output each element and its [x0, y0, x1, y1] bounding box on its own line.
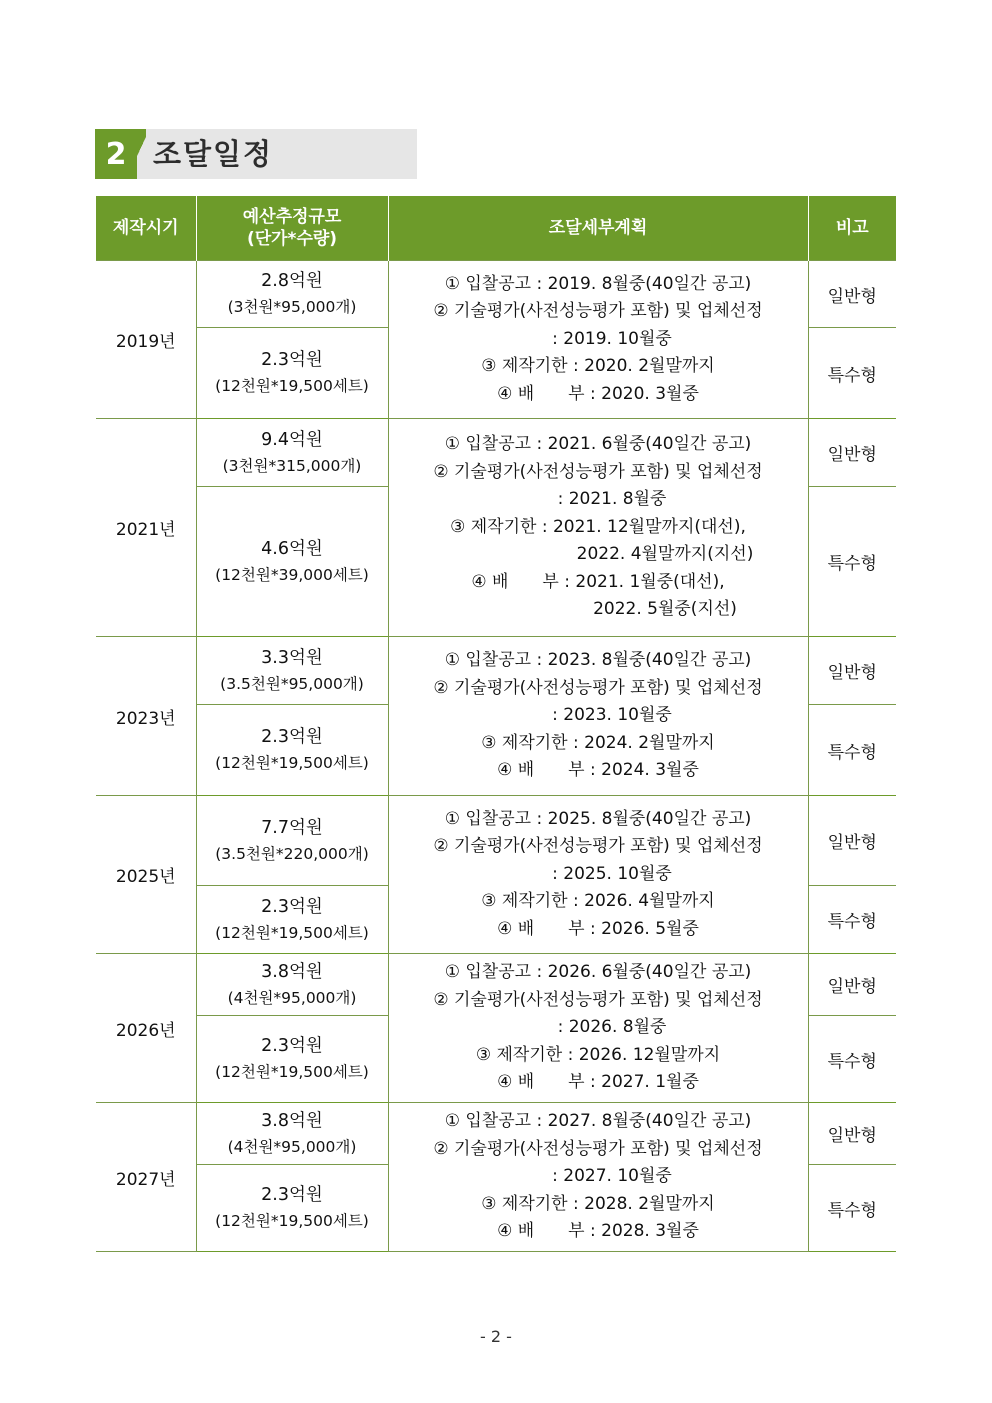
section-number: 2 — [95, 129, 137, 179]
plan-cell — [388, 419, 808, 637]
budget-detail: (3천원*95,000개) — [227, 298, 357, 316]
section-heading — [95, 129, 417, 179]
plan-line: ② 기술평가(사전성능평가 포함) 및 업체선정 — [433, 461, 763, 482]
header-budget-line1: 예산추정규모 — [242, 207, 342, 227]
note-cell: 특수형 — [808, 886, 896, 954]
page-number: - 2 - — [480, 1327, 512, 1346]
year-cell: 2023년 — [96, 637, 196, 796]
year-cell: 2025년 — [96, 796, 196, 954]
budget-detail: (12천원*39,000세트) — [215, 565, 369, 584]
year-cell: 2026년 — [96, 954, 196, 1103]
budget-amount: 3.8억원 — [261, 1110, 323, 1131]
note-cell: 일반형 — [808, 261, 896, 328]
plan-line: ④ 배 부 : 2020. 3월중 — [497, 383, 699, 404]
plan-line: ② 기술평가(사전성능평가 포함) 및 업체선정 — [433, 1138, 763, 1159]
plan-line: : 2019. 10월중 — [552, 328, 672, 349]
table-row — [96, 261, 896, 328]
header-plan: 조달세부계획 — [388, 196, 808, 261]
plan-line: ① 입찰공고 : 2025. 8월중(40일간 공고) — [444, 808, 752, 829]
note-cell: 특수형 — [808, 1016, 896, 1103]
header-budget-line2: (단가*수량) — [246, 229, 338, 249]
plan-line: ④ 배 부 : 2024. 3월중 — [497, 760, 699, 781]
table-body — [96, 261, 896, 1252]
budget-cell — [196, 886, 388, 954]
plan-line: ③ 제작기한 : 2021. 12월말까지(대선), — [450, 516, 746, 537]
table-row — [96, 954, 896, 1016]
plan-line: ④ 배 부 : 2027. 1월중 — [497, 1072, 699, 1093]
plan-cell — [388, 261, 808, 419]
budget-amount: 2.3억원 — [261, 1185, 323, 1205]
note-cell: 일반형 — [808, 1103, 896, 1165]
note-cell: 일반형 — [808, 954, 896, 1016]
plan-line: ④ 배 부 : 2021. 1월중(대선), — [471, 571, 725, 592]
budget-amount: 3.3억원 — [261, 647, 323, 668]
plan-line: ① 입찰공고 : 2026. 6월중(40일간 공고) — [444, 962, 752, 983]
plan-line: ③ 제작기한 : 2020. 2월말까지 — [481, 356, 715, 377]
note-cell: 일반형 — [808, 419, 896, 487]
section-title: 조달일정 — [153, 137, 274, 171]
budget-amount: 7.7억원 — [261, 817, 323, 838]
table-row — [96, 419, 896, 487]
budget-cell — [196, 1165, 388, 1252]
budget-cell — [196, 487, 388, 637]
plan-line: ① 입찰공고 : 2023. 8월중(40일간 공고) — [444, 650, 752, 671]
plan-line: : 2025. 10월중 — [552, 863, 672, 884]
plan-line: ④ 배 부 : 2028. 3월중 — [497, 1221, 699, 1242]
year-cell: 2027년 — [96, 1103, 196, 1252]
budget-detail: (3.5천원*95,000개) — [220, 674, 364, 693]
table-row — [96, 637, 896, 705]
budget-detail: (12천원*19,500세트) — [215, 377, 369, 395]
budget-amount: 2.8억원 — [261, 271, 323, 291]
header-budget — [196, 196, 388, 261]
budget-cell — [196, 637, 388, 705]
note-cell: 특수형 — [808, 705, 896, 796]
budget-cell — [196, 1103, 388, 1165]
budget-amount: 3.8억원 — [261, 961, 323, 982]
plan-line: : 2021. 8월중 — [557, 489, 667, 510]
budget-amount: 9.4억원 — [261, 429, 323, 450]
budget-detail: (3.5천원*220,000개) — [215, 844, 369, 863]
plan-line: ② 기술평가(사전성능평가 포함) 및 업체선정 — [433, 836, 763, 857]
budget-cell — [196, 796, 388, 886]
plan-line: ② 기술평가(사전성능평가 포함) 및 업체선정 — [433, 677, 763, 698]
budget-detail: (12천원*19,500세트) — [215, 923, 369, 942]
plan-line: ① 입찰공고 : 2019. 8월중(40일간 공고) — [444, 273, 752, 294]
table-row — [96, 796, 896, 886]
plan-line: 2022. 5월중(지선) — [593, 599, 737, 620]
plan-line: ② 기술평가(사전성능평가 포함) 및 업체선정 — [433, 301, 763, 322]
budget-cell — [196, 954, 388, 1016]
plan-line: ① 입찰공고 : 2027. 8월중(40일간 공고) — [444, 1111, 752, 1132]
table-row — [96, 1103, 896, 1165]
plan-cell — [388, 954, 808, 1103]
note-cell: 일반형 — [808, 796, 896, 886]
budget-detail: (3천원*315,000개) — [222, 456, 362, 475]
budget-detail: (4천원*95,000개) — [227, 988, 357, 1007]
year-cell: 2021년 — [96, 419, 196, 637]
budget-amount: 2.3억원 — [261, 727, 323, 747]
note-cell: 특수형 — [808, 328, 896, 419]
header-period: 제작시기 — [96, 196, 196, 261]
budget-cell — [196, 1016, 388, 1103]
plan-line: ③ 제작기한 : 2028. 2월말까지 — [481, 1193, 715, 1214]
budget-cell — [196, 261, 388, 328]
table-header-row — [96, 196, 896, 261]
plan-line: ③ 제작기한 : 2026. 4월말까지 — [481, 891, 715, 912]
budget-cell — [196, 419, 388, 487]
note-cell: 일반형 — [808, 637, 896, 705]
note-cell: 특수형 — [808, 487, 896, 637]
plan-line: ④ 배 부 : 2026. 5월중 — [497, 918, 699, 939]
year-cell: 2019년 — [96, 261, 196, 419]
budget-detail: (12천원*19,500세트) — [215, 1063, 369, 1081]
plan-line: 2022. 4월말까지(지선) — [576, 544, 754, 565]
budget-amount: 2.3억원 — [261, 350, 323, 370]
budget-detail: (4천원*95,000개) — [227, 1137, 357, 1156]
header-note: 비고 — [808, 196, 896, 261]
plan-line: : 2026. 8월중 — [557, 1017, 667, 1038]
plan-line: ① 입찰공고 : 2021. 6월중(40일간 공고) — [444, 434, 752, 455]
plan-line: : 2023. 10월중 — [552, 705, 672, 726]
budget-detail: (12천원*19,500세트) — [215, 1212, 369, 1230]
budget-amount: 4.6억원 — [261, 538, 323, 559]
budget-amount: 2.3억원 — [261, 1036, 323, 1056]
plan-cell — [388, 637, 808, 796]
plan-cell — [388, 796, 808, 954]
procurement-schedule-table — [96, 196, 896, 1252]
plan-line: ③ 제작기한 : 2024. 2월말까지 — [481, 732, 715, 753]
plan-line: ③ 제작기한 : 2026. 12월말까지 — [475, 1044, 721, 1065]
budget-detail: (12천원*19,500세트) — [215, 754, 369, 772]
budget-cell — [196, 328, 388, 419]
budget-cell — [196, 705, 388, 796]
plan-line: : 2027. 10월중 — [552, 1166, 672, 1187]
note-cell: 특수형 — [808, 1165, 896, 1252]
plan-line: ② 기술평가(사전성능평가 포함) 및 업체선정 — [433, 989, 763, 1010]
budget-amount: 2.3억원 — [261, 896, 323, 917]
plan-cell — [388, 1103, 808, 1252]
